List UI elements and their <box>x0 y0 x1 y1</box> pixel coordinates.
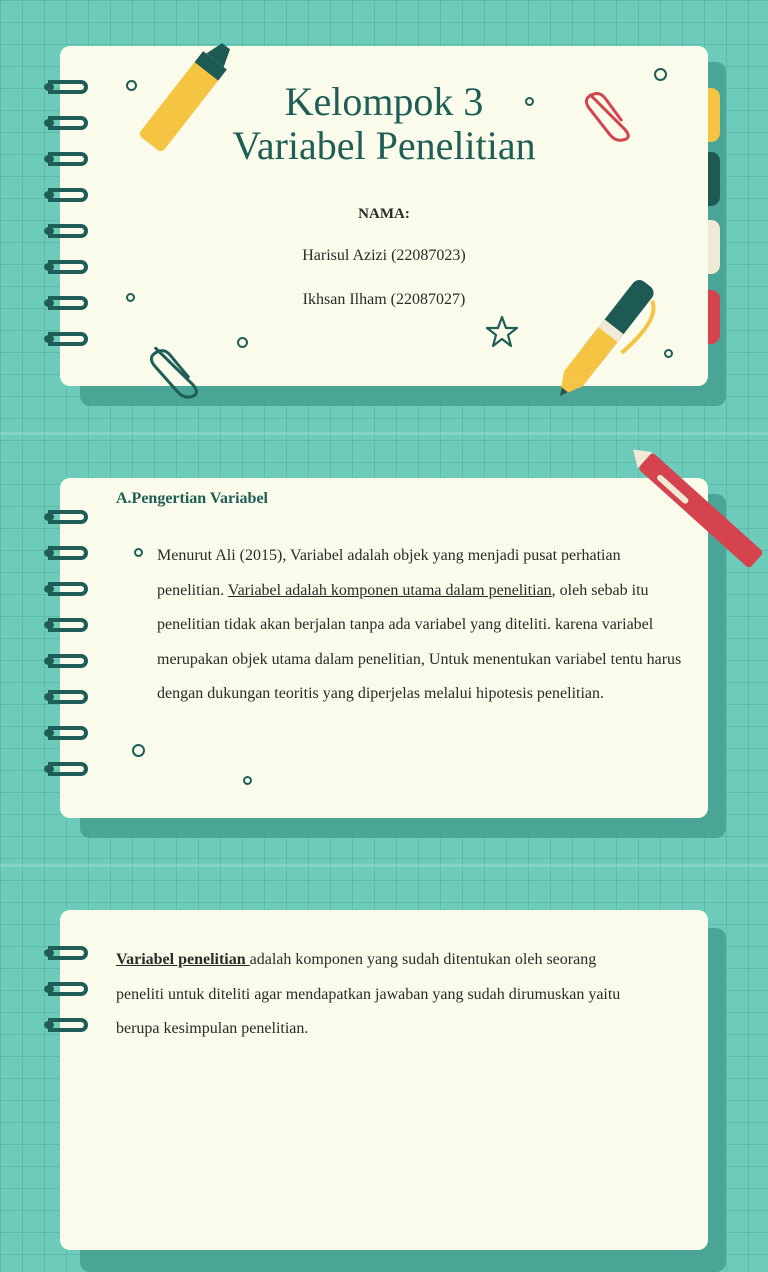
circle-icon <box>664 349 673 358</box>
bullet-paragraph: Menurut Ali (2015), Variabel adalah objek yang menjadi pusat perhatian penelitian. Variabel adalah komponen utama dalam penelitian, oleh sebab itu penelitian tidak akan berjalan tanpa ada variabel yang diteliti. karena variabel merupakan objek utama dalam penelitian, Untuk menentukan variabel tentu harus dengan dukungan teoritis yang diperjelas melalui hipotesis penelitian. <box>157 547 682 702</box>
title-line-1: Kelompok 3 <box>284 79 484 124</box>
circle-icon <box>132 744 145 757</box>
title-line-2: Variabel Penelitian <box>232 123 536 168</box>
bullet-icon <box>134 548 143 557</box>
pen-icon <box>540 260 670 420</box>
nama-label: NAMA: <box>358 206 410 222</box>
star-icon <box>484 314 520 350</box>
member-name: Harisul Azizi (22087023) <box>302 247 466 264</box>
member-name: Ikhsan Ilham (22087027) <box>302 291 466 308</box>
section-heading: A.Pengertian Variabel <box>116 490 268 507</box>
circle-icon <box>237 337 248 348</box>
circle-icon <box>243 776 252 785</box>
underlined-phrase: Variabel adalah komponen utama dalam penelitian <box>227 581 552 599</box>
slide-title <box>60 80 708 168</box>
slide-separator <box>0 864 768 867</box>
paperclip-icon <box>150 338 200 402</box>
definition-paragraph: Variabel penelitian adalah komponen yang sudah ditentukan oleh seorang peneliti untuk diteliti agar mendapatkan jawaban yang sudah dirumuskan yaitu berupa kesimpulan penelitian. <box>116 951 621 1037</box>
underlined-term: Variabel penelitian <box>116 951 250 968</box>
